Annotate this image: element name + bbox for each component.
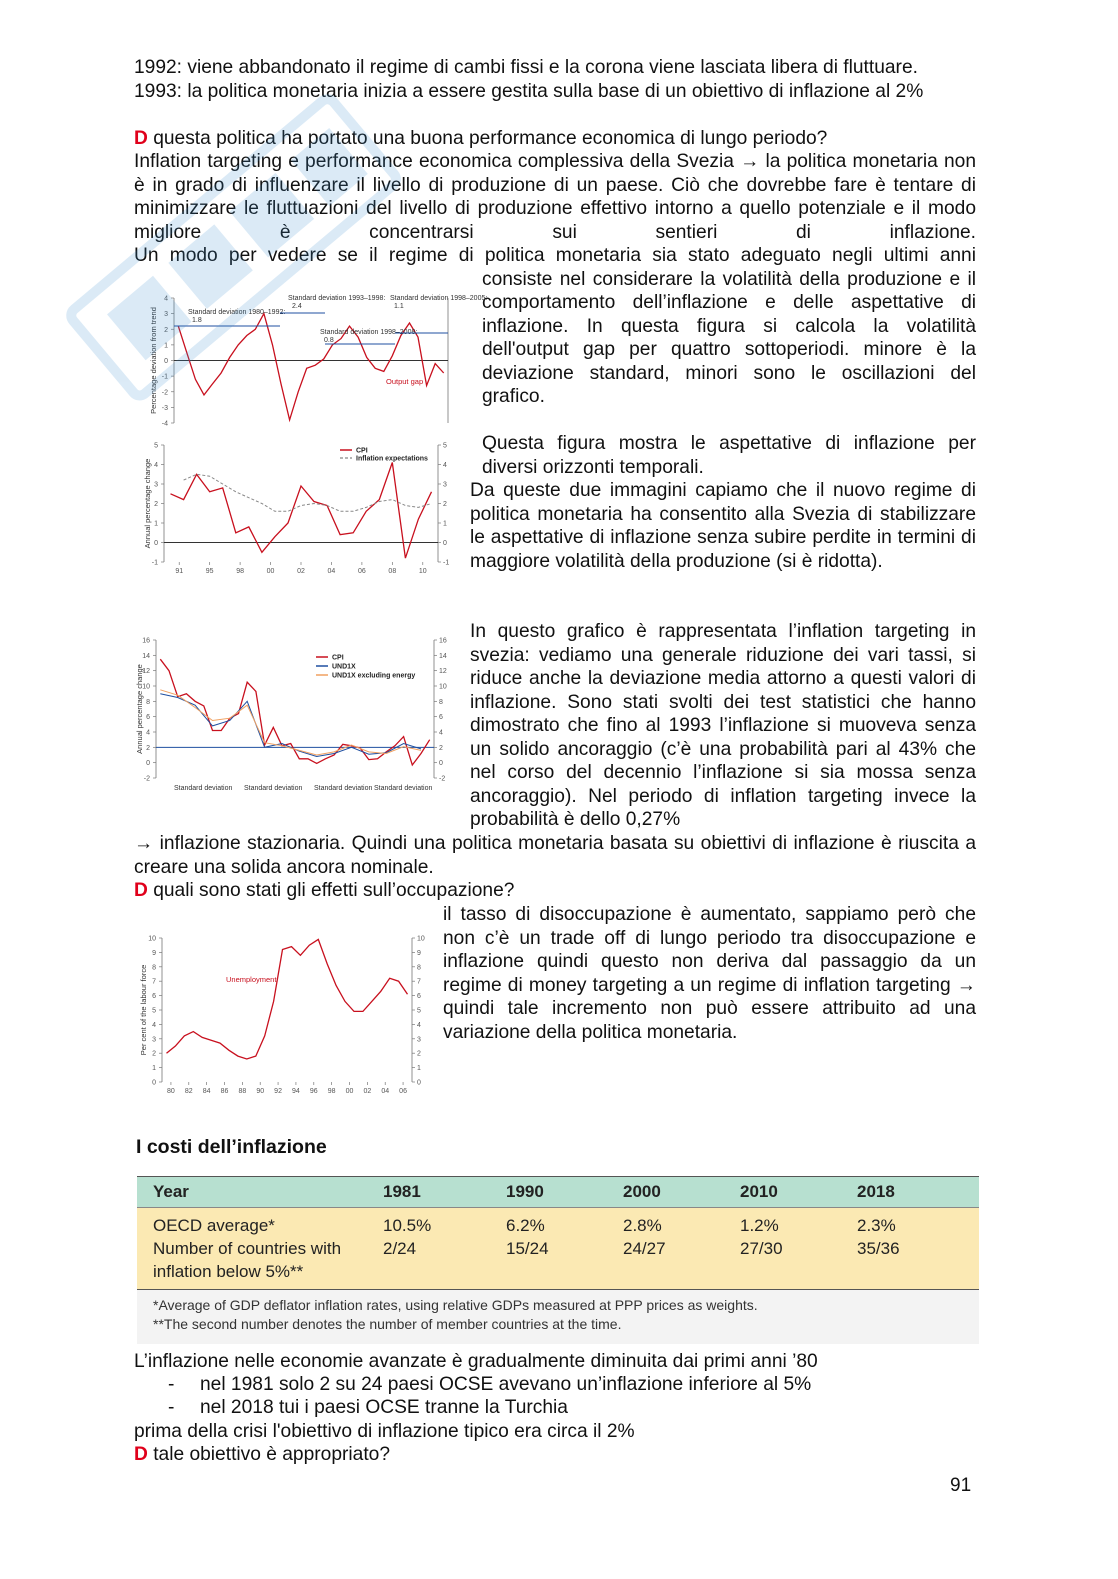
table-cell: 35/36 bbox=[857, 1239, 900, 1258]
y-tick-label: 1 bbox=[152, 1065, 156, 1073]
x-tick-label: 88 bbox=[238, 1088, 247, 1095]
paragraph-expectations: Questa figura mostra le aspettative di inflazione per diversi orizzonti temporali. bbox=[482, 433, 976, 478]
y-tick-label-right: 3 bbox=[443, 481, 447, 489]
unemployment-chart bbox=[136, 930, 426, 1098]
y-tick-label: 5 bbox=[152, 1007, 156, 1015]
table-header-cell: 1990 bbox=[506, 1182, 544, 1201]
y-tick-label: 2 bbox=[146, 744, 150, 752]
legend-label: CPI bbox=[356, 447, 368, 455]
y-tick-label: 4 bbox=[164, 295, 168, 303]
table-notes bbox=[137, 1290, 979, 1344]
y-tick-label-right: 0 bbox=[417, 1079, 421, 1087]
table-cell: inflation below 5%** bbox=[153, 1262, 304, 1281]
y-tick-label-right: 2 bbox=[443, 501, 447, 508]
y-tick-label: 8 bbox=[146, 698, 150, 706]
inflation-table bbox=[137, 1176, 979, 1344]
question-long-run-performance: D questa politica ha portato una buona performance economica di lungo periodo? bbox=[134, 127, 828, 149]
legend-label: UND1X excluding energy bbox=[332, 672, 416, 680]
y-tick-label: -4 bbox=[161, 420, 168, 428]
y-tick-label: 8 bbox=[152, 964, 156, 972]
y-axis-label: Per cent of the labour force bbox=[139, 964, 148, 1056]
y-tick-label: 0 bbox=[164, 358, 168, 365]
x-tick-label: 80 bbox=[167, 1088, 175, 1095]
table-row bbox=[137, 1237, 979, 1260]
std-dev-label: Standard deviation bbox=[244, 785, 303, 792]
question-employment: D quali sono stati gli effetti sull’occupazione? bbox=[134, 880, 515, 901]
std-dev-annotation: Standard deviation 1980–1992: bbox=[188, 309, 286, 316]
table-cell: 15/24 bbox=[506, 1239, 549, 1258]
unemployment-svg bbox=[136, 930, 426, 1098]
std-dev-annotation: Standard deviation 1998–2005: bbox=[390, 295, 488, 302]
x-tick-label: 00 bbox=[345, 1088, 354, 1095]
y-tick-label: 0 bbox=[154, 540, 158, 547]
std-dev-annotation: Standard deviation 1998–2008: bbox=[320, 329, 418, 336]
x-tick-label: 84 bbox=[202, 1088, 211, 1095]
y-tick-label-right: 0 bbox=[443, 540, 447, 547]
y-tick-label: 5 bbox=[154, 442, 158, 450]
paragraph-stationary: → inflazione stazionaria. Quindi una politica monetaria basata su obiettivi di inflazione è riuscita a creare una solida ancora nominale. bbox=[134, 833, 976, 878]
std-dev-annotation-value: 2.4 bbox=[292, 303, 302, 310]
y-tick-label-right: 5 bbox=[417, 1007, 421, 1015]
y-tick-label: -1 bbox=[161, 373, 168, 381]
y-tick-label: 1 bbox=[164, 342, 168, 350]
paragraph-regime-check: Un modo per vedere se il regime di politica monetaria sia stato adeguato negli ultimi anni bbox=[134, 245, 976, 266]
table-header-cell: Year bbox=[153, 1182, 189, 1201]
inflation-expectations-chart bbox=[140, 437, 458, 579]
y-tick-label: 4 bbox=[154, 462, 158, 469]
y-tick-label: 3 bbox=[152, 1036, 156, 1044]
table-header-cell: 2010 bbox=[740, 1182, 778, 1201]
list-item: - nel 1981 solo 2 su 24 paesi OCSE avevano un’inflazione inferiore al 5% bbox=[168, 1374, 812, 1395]
x-tick-label: 06 bbox=[357, 568, 366, 575]
y-tick-label: 14 bbox=[142, 652, 150, 660]
y-tick-label-right: 2 bbox=[439, 744, 443, 752]
x-tick-label: 06 bbox=[399, 1088, 407, 1095]
x-tick-label: 96 bbox=[309, 1088, 318, 1095]
cpi-chart bbox=[134, 632, 452, 795]
y-tick-label: 1 bbox=[154, 520, 158, 528]
paragraph-cpi-chart: In questo grafico è rappresentata l’inflation targeting in svezia: vediamo una generale riduzione dei vari tassi, si riduce anche la deviazione media attorno a questi valori di inflazione. Sono stati svolti dei test statistici che hanno dimostrato che fino al 1993 l’inflazione si muoveva senza un solido ancoraggio (c’è una probabilità pari al 43% che nel corso del decennio l’inflazione si sia mossa senza ancoraggio). Nel periodo di inflation targeting invece la probabilità è dello 0,27% bbox=[470, 621, 976, 830]
question-marker: D bbox=[134, 1444, 148, 1465]
y-tick-label: 0 bbox=[146, 760, 150, 768]
table-header-cell: 2018 bbox=[857, 1182, 895, 1201]
y-tick-label: 16 bbox=[142, 637, 150, 645]
section-title: I costi dell’inflazione bbox=[136, 1136, 327, 1158]
table-cell: 1.2% bbox=[740, 1216, 779, 1235]
x-tick-label: 00 bbox=[266, 568, 275, 575]
y-tick-label-right: 10 bbox=[417, 935, 425, 943]
y-tick-label-right: 1 bbox=[417, 1065, 421, 1073]
y-tick-label-right: 16 bbox=[439, 637, 447, 645]
y-tick-label: 7 bbox=[152, 978, 156, 986]
table-row bbox=[137, 1260, 979, 1283]
y-tick-label: -2 bbox=[161, 389, 168, 397]
question-marker: D bbox=[134, 127, 148, 149]
x-tick-label: 90 bbox=[256, 1088, 265, 1095]
table-note: *Average of GDP deflator inflation rates, using relative GDPs measured at PPP prices as weights. bbox=[153, 1297, 758, 1313]
table-row bbox=[137, 1214, 979, 1237]
y-tick-label: -3 bbox=[161, 404, 168, 412]
table-cell: Number of countries with bbox=[153, 1239, 342, 1258]
paragraph-advanced-economies: L’inflazione nelle economie avanzate è gradualmente diminuita dai primi anni ’80 bbox=[134, 1351, 818, 1372]
paragraph-conclusion: Da queste due immagini capiamo che il nuovo regime di politica monetaria ha consentito alla Svezia di stabilizzare le aspettative di inflazione senza subire perdite in termini di maggiore volatilità della produzione (si è ridotta). bbox=[470, 480, 976, 572]
legend-label: Inflation expectations bbox=[356, 455, 428, 463]
table-header-cell: 2000 bbox=[623, 1182, 661, 1201]
y-tick-label-right: 12 bbox=[439, 668, 447, 676]
y-tick-label: 12 bbox=[142, 668, 150, 676]
paragraph-1993: 1993: la politica monetaria inizia a essere gestita sulla base di un obiettivo di inflazione al 2% bbox=[134, 80, 924, 102]
x-tick-label: 08 bbox=[388, 568, 397, 575]
paragraph-unemployment: il tasso di disoccupazione è aumentato, sappiamo però che non c’è un trade off di lungo periodo tra disoccupazione e inflazione quindi questo non deriva dal passaggio da un regime di money targeting a un regime di inflation targeting → quindi tale incremento non può essere attribuito ad una variazione della politica monetaria. bbox=[443, 904, 976, 1043]
y-tick-label: 4 bbox=[152, 1021, 156, 1029]
table-cell: 2.8% bbox=[623, 1216, 662, 1235]
table-body bbox=[137, 1208, 979, 1290]
y-tick-label-right: 2 bbox=[417, 1050, 421, 1058]
paragraph-inflation-targeting: Inflation targeting e performance economica complessiva della Svezia → la politica monetaria non è in grado di influenzare il livello di produzione di un paese. Ciò che dovrebbe fare è tentare di minimizzare le fluttuazioni del livello di produzione effettivo intorno a quello potenziale e il modo migliore è concentrarsi sui sentieri di inflazione. bbox=[134, 151, 976, 243]
table-header bbox=[137, 1176, 979, 1208]
table-cell: 27/30 bbox=[740, 1239, 783, 1258]
y-tick-label-right: 4 bbox=[443, 462, 447, 469]
legend-label: CPI bbox=[332, 654, 344, 662]
y-tick-label-right: 0 bbox=[439, 760, 443, 768]
paragraph-target-2pct: prima della crisi l'obiettivo di inflazione tipico era circa il 2% bbox=[134, 1421, 635, 1442]
paragraph-1992: 1992: viene abbandonato il regime di cambi fissi e la corona viene lasciata libera di fluttuare. bbox=[134, 57, 918, 78]
y-tick-label: 2 bbox=[152, 1050, 156, 1058]
y-axis-label: Percentage deviation from trend bbox=[149, 307, 158, 414]
y-tick-label-right: 7 bbox=[417, 978, 421, 986]
x-tick-label: 91 bbox=[175, 568, 184, 575]
x-tick-label: 04 bbox=[327, 568, 336, 575]
y-tick-label-right: 6 bbox=[439, 714, 443, 722]
y-tick-label-right: 14 bbox=[439, 652, 447, 660]
x-tick-label: 10 bbox=[418, 568, 427, 575]
y-axis-label: Annual percentage change bbox=[143, 458, 152, 549]
x-tick-label: 82 bbox=[184, 1088, 193, 1095]
std-dev-label: Standard deviation bbox=[174, 785, 233, 792]
x-tick-label: 04 bbox=[381, 1088, 390, 1095]
std-dev-annotation: Standard deviation 1993–1998: bbox=[288, 295, 386, 302]
y-tick-label-right: 3 bbox=[417, 1036, 421, 1044]
output-gap-chart bbox=[140, 288, 488, 433]
bullet-list bbox=[134, 1373, 811, 1419]
std-dev-label: Standard deviation bbox=[374, 785, 433, 792]
std-dev-label: Standard deviation bbox=[314, 785, 373, 792]
std-dev-annotation-value: 0.8 bbox=[324, 337, 334, 344]
y-tick-label: 3 bbox=[154, 481, 158, 489]
y-tick-label: 4 bbox=[146, 729, 150, 737]
y-tick-label-right: -2 bbox=[439, 775, 446, 783]
y-tick-label-right: 9 bbox=[417, 949, 421, 957]
table-cell: 2.3% bbox=[857, 1216, 896, 1235]
series-line-unemployment bbox=[167, 939, 408, 1059]
y-tick-label-right: -1 bbox=[443, 559, 450, 567]
series-line-cpi bbox=[171, 463, 432, 559]
table-header-cell: 1981 bbox=[383, 1182, 421, 1201]
x-tick-label: 98 bbox=[236, 568, 245, 575]
question-marker: D bbox=[134, 880, 148, 901]
x-tick-label: 98 bbox=[327, 1088, 336, 1095]
table-cell: 2/24 bbox=[383, 1239, 417, 1258]
table-cell: 6.2% bbox=[506, 1216, 545, 1235]
y-tick-label-right: 8 bbox=[439, 698, 443, 706]
y-tick-label: 6 bbox=[152, 993, 156, 1001]
y-tick-label: 6 bbox=[146, 714, 150, 722]
table-note: **The second number denotes the number of member countries at the time. bbox=[153, 1316, 622, 1332]
x-tick-label: 94 bbox=[292, 1088, 300, 1095]
y-tick-label-right: 10 bbox=[439, 683, 447, 691]
question-target-appropriate: D tale obiettivo è appropriato? bbox=[134, 1444, 390, 1465]
y-tick-label: -1 bbox=[151, 559, 158, 567]
std-dev-annotation-value: 1.1 bbox=[394, 303, 404, 310]
series-line-und1x-excluding-energy bbox=[160, 690, 421, 755]
y-tick-label-right: 4 bbox=[439, 729, 443, 737]
x-tick-label: 86 bbox=[220, 1088, 229, 1095]
y-tick-label: 10 bbox=[142, 683, 150, 691]
x-tick-label: 02 bbox=[297, 568, 305, 575]
y-tick-label-right: 5 bbox=[443, 442, 447, 450]
y-axis-label: Annual percentage change bbox=[135, 664, 144, 754]
paragraph-volatility: consiste nel considerare la volatilità della produzione e il comportamento dell’inflazione e delle aspettative di inflazione. In questa figura si calcola la volatilità dell'output gap per quattro sottoperiodi. minore è la deviazione standard, minori sono le oscillazioni del grafico. bbox=[482, 268, 976, 407]
y-tick-label: 9 bbox=[152, 949, 156, 957]
series-label: Output gap bbox=[386, 377, 424, 386]
list-item: - nel 2018 tui i paesi OCSE tranne la Turchia bbox=[168, 1397, 568, 1418]
y-tick-label: 2 bbox=[154, 501, 158, 508]
series-label: Unemployment bbox=[226, 975, 277, 984]
y-tick-label: 2 bbox=[164, 326, 168, 334]
table-cell: 24/27 bbox=[623, 1239, 666, 1258]
output-gap-svg bbox=[140, 288, 488, 433]
y-tick-label-right: 4 bbox=[417, 1021, 421, 1029]
legend-label: UND1X bbox=[332, 663, 356, 671]
y-tick-label: 0 bbox=[152, 1079, 156, 1087]
page-number: 91 bbox=[950, 1475, 972, 1496]
inflation-expectations-svg bbox=[140, 437, 458, 579]
y-tick-label-right: 6 bbox=[417, 993, 421, 1001]
x-tick-label: 92 bbox=[274, 1088, 282, 1095]
table-cell: OECD average* bbox=[153, 1216, 275, 1235]
y-tick-label: -2 bbox=[143, 775, 150, 783]
x-tick-label: 95 bbox=[205, 568, 214, 575]
y-tick-label-right: 1 bbox=[443, 520, 447, 528]
y-tick-label: 3 bbox=[164, 311, 168, 319]
cpi-svg bbox=[134, 632, 452, 795]
y-tick-label-right: 8 bbox=[417, 964, 421, 972]
std-dev-annotation-value: 1.8 bbox=[192, 317, 202, 324]
x-tick-label: 02 bbox=[363, 1088, 372, 1095]
y-tick-label: 10 bbox=[148, 935, 156, 943]
table-cell: 10.5% bbox=[383, 1216, 432, 1235]
